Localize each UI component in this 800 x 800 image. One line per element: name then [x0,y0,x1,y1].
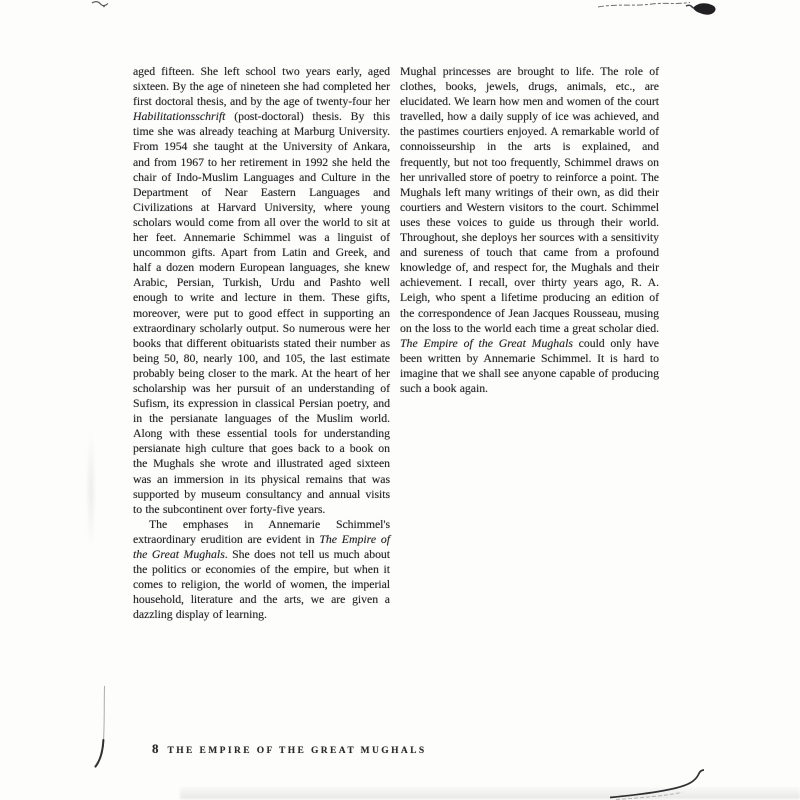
scan-blob-top-right [693,3,716,15]
scan-mark-top-left [92,2,108,6]
paragraph: aged fifteen. She left school two years early, aged sixteen. By the age of nineteen she had completed her first doctoral thesis, and by the age of twenty-four her Habilitationsschrift (post-doctoral) thesis. By this time she was already teaching at Marburg University. From 1954 she taught at the University of Ankara, and from 1967 to her retirement in 1992 she held the chair of Indo-Muslim Languages and Culture in the Department of Near Eastern Languages and Civilizations at Harvard University, where young scholars would come from all over the world to sit at her feet. Annemarie Schimmel was a linguist of uncommon gifts. Apart from Latin and Greek, and half a dozen modern European languages, she knew Arabic, Persian, Turkish, Urdu and Pashto well enough to write and lecture in them. These gifts, moreover, were put to good effect in supporting an extraordinary scholarly output. So numerous were her books that different obituarists stated their number as being 50, 80, nearly 100, and 105, the last estimate probably being closer to the mark. At the heart of her scholarship was her pursuit of an understanding of Sufism, its expression in classical Persian poetry, and in the persianate languages of the Muslim world. Along with these essential tools for understanding persianate high culture that goes back to a book on the Mughals she wrote and illustrated aged sixteen was an immersion in its physical remains that was supported by museum consultancy and annual visits to the subcontinent over forty-five years. [133,64,390,516]
page-footer [152,740,427,758]
scan-margin-smudge [86,430,96,550]
scan-speck-top-left [103,6,105,8]
left-text-column [133,64,390,622]
scan-hair-lower [96,740,104,767]
scan-blob-tail [686,5,693,8]
scan-hair-upper [103,686,104,742]
scan-scratch-top-right [598,3,690,8]
running-title: THE EMPIRE OF THE GREAT MUGHALS [167,746,427,756]
page-number: 8 [152,741,160,756]
paragraph: The emphases in Annemarie Schimmel's extraordinary erudition are evident in The Empire of the Great Mughals. She does not tell us much about the politics or economies of the empire, but when it comes to religion, the world of women, the imperial household, literature and the arts, we are given a dazzling display of learning. [133,516,391,622]
scan-page-edge-shadow [180,787,800,799]
paragraph: Mughal princesses are brought to life. The role of clothes, books, jewels, drugs, animals, etc., are elucidated. We learn how men and women of the court travelled, how a daily supply of ice was achieved, and the pastimes courtiers enjoyed. A remarkable world of connoisseurship in the arts is explained, and frequently, but not too frequently, Schimmel draws on her unrivalled store of poetry to reinforce a point. The Mughals left many writings of their own, as did their courtiers and Western visitors to the court. Schimmel uses these voices to guide us through their world. Throughout, she deploys her sources with a sensitivity and sureness of touch that came from a profound knowledge of, and respect for, the Mughals and their achievement. I recall, over thirty years ago, R. A. Leigh, who spent a lifetime producing an edition of the correspondence of Jean Jacques Rousseau, musing on the loss to the world each time a great scholar died. The Empire of the Great Mughals could only have been written by Annemarie Schimmel. It is hard to imagine that we shall see anyone capable of producing such a book again. [400,64,659,395]
right-text-column [400,64,659,396]
